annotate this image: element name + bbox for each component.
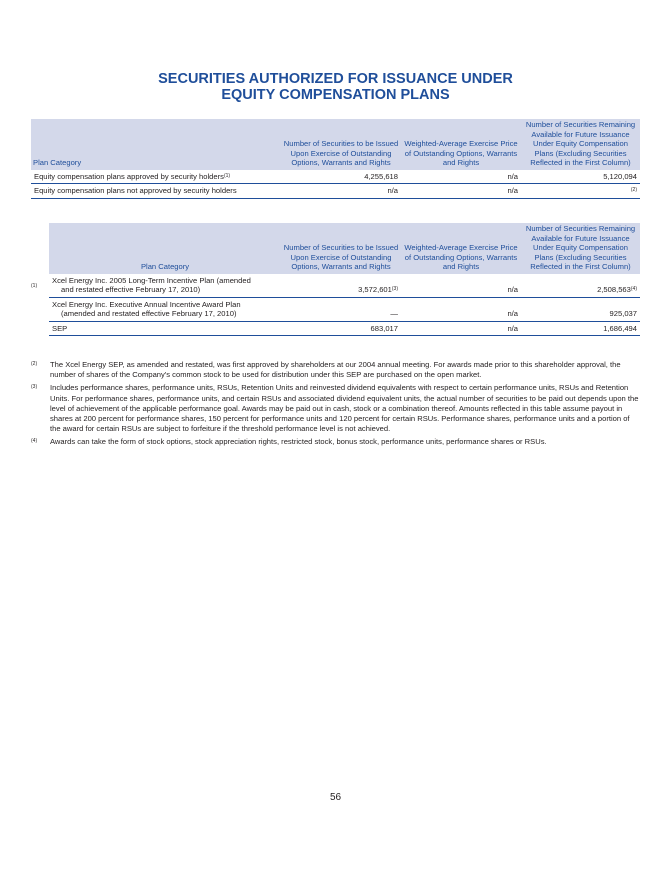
row-issued: —: [281, 297, 401, 321]
row-price: n/a: [401, 170, 521, 184]
row-plan-name: Xcel Energy Inc. Executive Annual Incentive Award Plan (amended and restated effective February 17, 2010): [49, 297, 281, 321]
row-remaining: 1,686,494: [521, 321, 640, 336]
table-row: [49, 297, 640, 321]
table-row: [31, 170, 640, 184]
equity-plans-summary-table: [31, 119, 640, 199]
footnote: [31, 437, 640, 447]
table-row: [31, 184, 640, 199]
footnote-1-marker: (1): [31, 283, 38, 289]
row-plan-name: SEP: [49, 321, 281, 336]
footnote: [31, 360, 640, 380]
footnote-ref: (4): [630, 286, 637, 292]
footnote-ref: (2): [630, 187, 637, 193]
row-remaining: 2,508,563$^{(4)}$: [521, 274, 640, 298]
footnote: [31, 383, 640, 434]
row-price: n/a: [401, 297, 521, 321]
row-issued: 683,017: [281, 321, 401, 336]
row-price: n/a: [401, 321, 521, 336]
row-remaining: 925,037: [521, 297, 640, 321]
header-remaining-available: Number of Securities Remaining Available for Future Issuance Under Equity Compensation Plans (Excluding Securities Reflected in the First Column): [521, 119, 640, 170]
header-plan-category: Plan Category: [31, 119, 281, 170]
row-category: Equity compensation plans not approved by security holders: [31, 184, 281, 199]
footnote-text: Includes performance shares, performance units, RSUs, Retention Units and reinvested dividend equivalents with respect to certain performance units, RSUs and Retention Units. For performance shares, performance units, and certain RSUs and associated dividend equivalent units, the actual number of securities to be paid out depends upon the level of achievement of the applicable performance goal. Awards may be paid out in cash, stock or a combination thereof. Amounts reflected in this table assume payout in shares at 200 percent for performance shares, 150 percent for performance units and 120 percent for certain RSUs. Performance shares, performance units and a portion of the award for certain RSUs are subject to forfeiture if the threshold performance level is not achieved.: [50, 383, 639, 434]
row-category: Equity compensation plans approved by security holders$^{(1)}$: [31, 170, 281, 184]
footnotes: [31, 360, 640, 451]
footnote-ref: (1): [223, 172, 231, 179]
row-price: n/a: [401, 274, 521, 298]
equity-plans-detail-table: [49, 223, 640, 336]
row-price: n/a: [401, 184, 521, 199]
header-securities-to-be-issued: Number of Securities to be Issued Upon Exercise of Outstanding Options, Warrants and Rights: [281, 223, 401, 274]
header-plan-category: Plan Category: [49, 223, 281, 274]
table-header-row: [31, 119, 640, 170]
title-line-2: EQUITY COMPENSATION PLANS: [221, 87, 450, 103]
row-issued: 4,255,618: [281, 170, 401, 184]
row-issued: n/a: [281, 184, 401, 199]
header-weighted-average-price: Weighted-Average Exercise Price of Outstanding Options, Warrants and Rights: [401, 119, 521, 170]
header-remaining-available: Number of Securities Remaining Available for Future Issuance Under Equity Compensation Plans (Excluding Securities Reflected in the First Column): [521, 223, 640, 274]
table-row: [49, 274, 640, 298]
title-line-1: SECURITIES AUTHORIZED FOR ISSUANCE UNDER: [158, 71, 513, 87]
footnote-text: Awards can take the form of stock options, stock appreciation rights, restricted stock, bonus stock, performance units, performance shares or RSUs.: [50, 437, 547, 447]
footnote-marker: (4): [31, 438, 38, 445]
row-remaining: [521, 184, 640, 199]
header-weighted-average-price: Weighted-Average Exercise Price of Outstanding Options, Warrants and Rights: [401, 223, 521, 274]
page-number: 56: [329, 792, 342, 803]
row-remaining: 5,120,094: [521, 170, 640, 184]
footnote-ref: (3): [391, 286, 398, 292]
table-header-row: [49, 223, 640, 274]
row-issued: 3,572,601$^{(3)}$: [281, 274, 401, 298]
row-plan-name: Xcel Energy Inc. 2005 Long-Term Incentive Plan (amended and restated effective February 17, 2010): [49, 274, 281, 298]
page-title: [0, 71, 671, 103]
header-securities-to-be-issued: Number of Securities to be Issued Upon Exercise of Outstanding Options, Warrants and Rights: [281, 119, 401, 170]
footnote-marker: (2): [31, 361, 38, 367]
footnote-text: The Xcel Energy SEP, as amended and restated, was first approved by shareholders at our 2004 annual meeting. For awards made prior to this shareholder approval, the number of shares of the Company's common stock to be used for distribution under this SEP are purchased on the open market.: [50, 360, 621, 380]
table-row: [49, 321, 640, 336]
footnote-marker: (3): [31, 384, 38, 391]
